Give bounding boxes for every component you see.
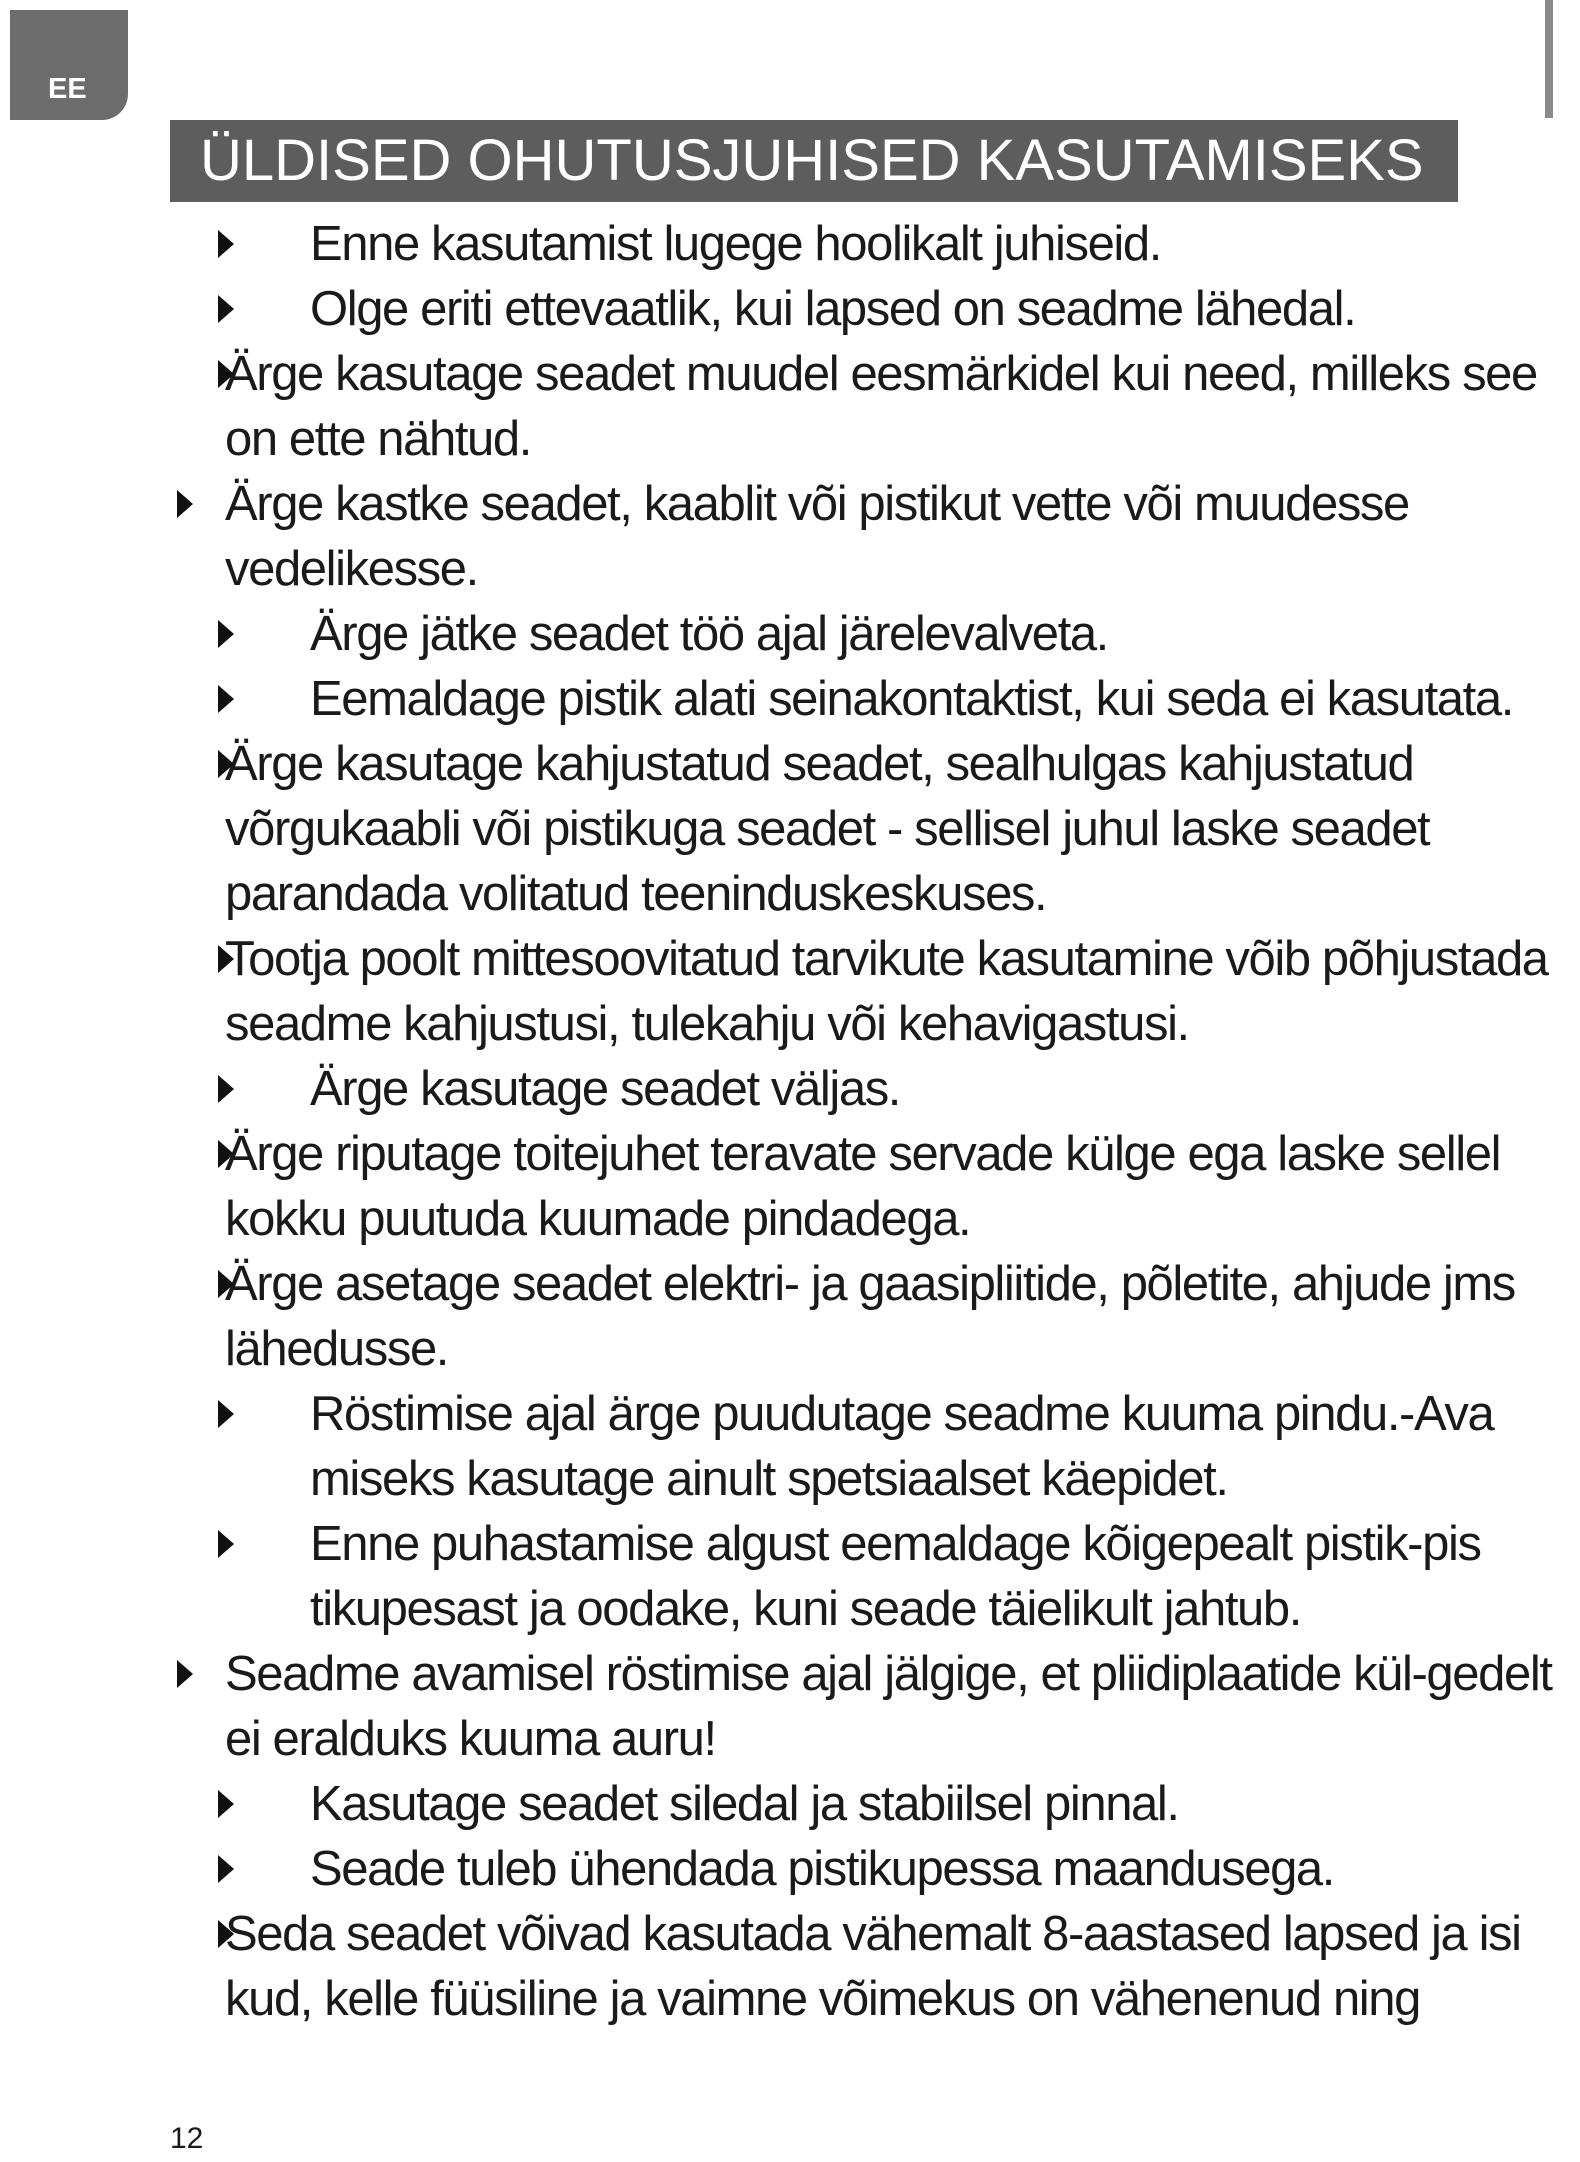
instruction-text: Ärge kasutage kahjustatud seadet, sealhulgas kahjustatud võrgukaabli või pistikuga seadet - sellisel juhul laske seadet parandada volitatud teeninduskeskuses. <box>225 737 1430 921</box>
bullet-icon <box>218 685 234 713</box>
bullet-icon <box>218 1790 234 1818</box>
instruction-text: Enne kasutamist lugege hoolikalt juhiseid. <box>310 217 1161 271</box>
instruction-item <box>170 927 1560 1057</box>
section-title: ÜLDISED OHUTUSJUHISED KASUTAMISEKS <box>170 120 1458 202</box>
bullet-icon <box>218 360 234 388</box>
instruction-item <box>170 1902 1560 2032</box>
instruction-text: Seadme avamisel röstimise ajal jälgige, et pliidiplaatide kül-gedelt ei eralduks kuuma auru! <box>225 1647 1552 1766</box>
instruction-item <box>170 732 1560 927</box>
instruction-item <box>170 472 1560 602</box>
bullet-icon <box>218 295 234 323</box>
instruction-item <box>170 602 1560 667</box>
bullet-icon <box>218 1075 234 1103</box>
instruction-text: Ärge asetage seadet elektri- ja gaasipliitide, põletite, ahjude jms lähedusse. <box>225 1257 1515 1376</box>
instruction-text: Seade tuleb ühendada pistikupessa maandusega. <box>310 1842 1334 1896</box>
bullet-icon <box>218 750 234 778</box>
instruction-item <box>170 277 1560 342</box>
instruction-text: Kasutage seadet siledal ja stabiilsel pinnal. <box>310 1777 1179 1831</box>
instruction-text: Ärge kasutage seadet väljas. <box>310 1062 901 1116</box>
bullet-icon <box>218 1855 234 1883</box>
instruction-item <box>170 1837 1560 1902</box>
page-number: 12 <box>170 2122 204 2155</box>
bullet-icon <box>218 620 234 648</box>
instruction-text: Seda seadet võivad kasutada vähemalt 8-aastased lapsed ja isi kud, kelle füüsiline ja vaimne võimekus on vähenenud ning <box>225 1907 1521 2026</box>
bullet-icon <box>218 1140 234 1168</box>
instruction-text: Ärge riputage toitejuhet teravate servade külge ega laske sellel kokku puutuda kuumade pindadega. <box>225 1127 1501 1246</box>
instruction-text: Ärge jätke seadet töö ajal järelevalveta. <box>310 607 1108 661</box>
instruction-item <box>170 1512 1560 1642</box>
safety-instructions-list <box>170 212 1560 2032</box>
bullet-icon <box>218 1530 234 1558</box>
bullet-icon <box>218 230 234 258</box>
instruction-item <box>170 667 1560 732</box>
instruction-item <box>170 1122 1560 1252</box>
instruction-item <box>170 1642 1560 1772</box>
bullet-icon <box>177 1660 193 1688</box>
instruction-text: Ärge kasutage seadet muudel eesmärkidel kui need, milleks see on ette nähtud. <box>225 347 1537 466</box>
instruction-item <box>170 1057 1560 1122</box>
bullet-icon <box>218 1920 234 1948</box>
language-tab: EE <box>10 10 128 120</box>
instruction-item <box>170 1772 1560 1837</box>
instruction-text: Tootja poolt mittesoovitatud tarvikute kasutamine võib põhjustada seadme kahjustusi, tulekahju või kehavigastusi. <box>225 932 1548 1051</box>
instruction-text: Eemaldage pistik alati seinakontaktist, kui seda ei kasutata. <box>310 672 1513 726</box>
instruction-item <box>170 212 1560 277</box>
instruction-text: Röstimise ajal ärge puudutage seadme kuuma pindu.-Ava miseks kasutage ainult spetsiaalset käepidet. <box>310 1387 1494 1506</box>
instruction-item <box>170 342 1560 472</box>
bullet-icon <box>218 945 234 973</box>
instruction-item <box>170 1382 1560 1512</box>
instruction-text: Ärge kastke seadet, kaablit või pistikut vette või muudesse vedelikesse. <box>225 477 1409 596</box>
instruction-text: Enne puhastamise algust eemaldage kõigepealt pistik-pis tikupesast ja oodake, kuni seade täielikult jahtub. <box>310 1517 1481 1636</box>
edge-rule <box>1545 0 1553 118</box>
instruction-item <box>170 1252 1560 1382</box>
bullet-icon <box>218 1400 234 1428</box>
instruction-text: Olge eriti ettevaatlik, kui lapsed on seadme lähedal. <box>310 282 1356 336</box>
bullet-icon <box>218 1270 234 1298</box>
bullet-icon <box>177 490 193 518</box>
